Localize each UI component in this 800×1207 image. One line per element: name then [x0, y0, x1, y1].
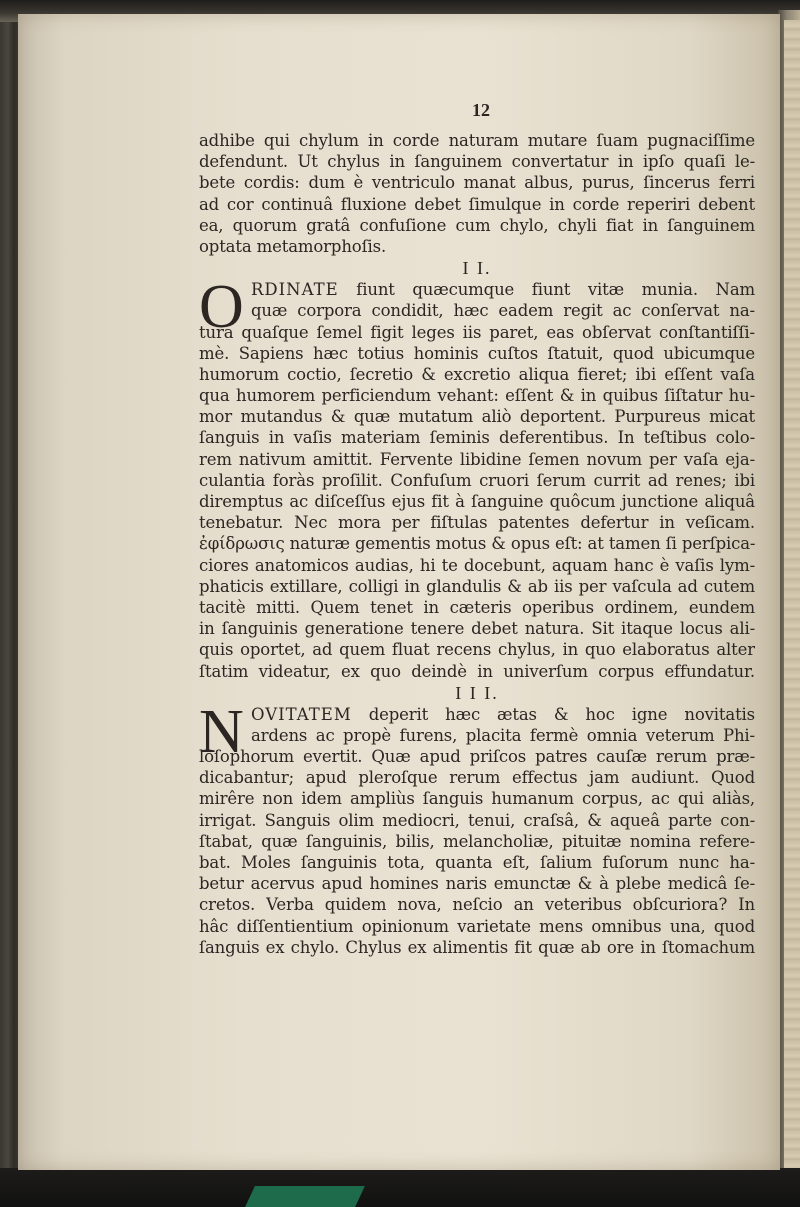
text-line: humorum coctio, ſecretio & excretio aliqua fieret; ibi eſſent vaſa	[199, 364, 755, 384]
text-line: rem nativum amittit. Fervente libidine ſemen novum per vaſa eja-	[199, 449, 755, 469]
text-line: irrigat. Sanguis olim mediocri, tenui, craſsâ, & aqueâ parte con-	[199, 810, 755, 830]
text-line: hâc diſſentientium opinionum varietate mens omnibus una, quod	[199, 916, 755, 936]
text-line: ſanguis in vaſis materiam ſeminis deferentibus. In teſtibus colo-	[199, 428, 755, 448]
drop-cap: O	[199, 273, 244, 342]
text-line: optata metamorphoſis.	[199, 236, 387, 256]
text-line: tura quaſque ſemel figit leges iis paret, eas obſervat conſtantiſſi-	[199, 322, 755, 342]
text-line: ea, quorum gratâ confuſione cum chylo, chyli fiat in ſanguinem	[199, 215, 755, 235]
text-line: quæ corpora condidit, hæc eadem regit ac conſervat na-	[251, 301, 755, 321]
text-line: betur acervus apud homines naris emunctæ & à plebe medicâ ſe-	[199, 874, 755, 894]
text-line: adhibe qui chylum in corde naturam mutare ſuam pugnaciſſime	[199, 131, 755, 150]
text-line: diremptus ac diſceſſus ejus fit à ſanguine quôcum junctione aliquâ	[199, 492, 755, 511]
text-line: bat. Moles ſanguinis tota, quanta eſt, ſalium fuſorum nunc ha-	[199, 853, 755, 872]
text-line: defendunt. Ut chylus in ſanguinem convertatur in ipſo quaſi le-	[199, 152, 755, 172]
section-numeral: I I I.	[455, 682, 499, 703]
text-line: ardens ac propè furens, placita fermè omnia veterum Phi-	[251, 725, 755, 745]
text-line: ad cor continuâ fluxione debet ſimulque in corde reperiri debent	[199, 194, 755, 214]
book-bottom-edge	[0, 1168, 800, 1207]
text-line: ſtabat, quæ ſanguinis, bilis, melancholiæ, pituitæ nomina refere-	[199, 831, 755, 851]
text-line: dicabantur; apud pleroſque rerum effectus jam audiunt. Quod	[199, 768, 755, 788]
text-line: ciores anatomicos audias, hi te docebunt, aquam hanc è vaſis lym-	[199, 555, 755, 575]
text-line: ſanguis ex chylo. Chylus ex alimentis fit quæ ab ore in ſtomachum	[199, 937, 755, 957]
text-line: qua humorem perficiendum vehant: eſſent & in quibus ſiſtatur hu-	[199, 386, 755, 406]
section-three	[199, 697, 755, 958]
opening-word: RDINATE	[251, 280, 339, 300]
text-line: in ſanguinis generatione tenere debet natura. Sit itaque locus ali-	[199, 619, 755, 639]
facing-page-edge	[784, 20, 800, 1170]
text-line: quis oportet, ad quem fluat recens chylus, in quo elaboratus alter	[199, 640, 755, 660]
text-line: mirêre non idem ampliùs ſanguis humanum corpus, ac qui aliàs,	[199, 789, 755, 809]
text-line: mè. Sapiens hæc totius hominis cuſtos ſtatuit, quod ubicumque	[199, 343, 755, 363]
green-bookmark	[245, 1186, 365, 1207]
section-two	[199, 273, 755, 682]
text-line: tacitè mitti. Quem tenet in cæteris operibus ordinem, eundem	[199, 597, 755, 617]
page-number: 12	[472, 100, 490, 120]
text-line: tenebatur. Nec mora per fiſtulas patentes defertur in veſicam.	[199, 513, 755, 533]
text-line: culantia foràs proſilit. Confuſum cruori ſerum currit ad renes; ibi	[199, 470, 755, 490]
page-text	[199, 130, 755, 958]
text-line	[199, 279, 755, 300]
text-line: phaticis extillare, colligi in glandulis & ab iis per vaſcula ad cutem	[199, 576, 755, 596]
drop-cap: N	[199, 697, 244, 766]
opening-word: OVITATEM	[251, 704, 352, 724]
text-line: bete cordis: dum è ventriculo manat albus, purus, ſincerus ferri	[199, 173, 755, 193]
text-line: loſophorum evertit. Quæ apud priſcos patres cauſæ rerum præ-	[199, 747, 755, 767]
intro-paragraph	[199, 130, 755, 257]
text-line: mor mutandus & quæ mutatum aliò deportent. Purpureus micat	[199, 407, 755, 427]
line-rest: deperit hæc ætas & hoc igne novitatis	[351, 704, 755, 724]
text-line: ſtatim videatur, ex quo deindè in univerſum corpus effundatur.	[199, 661, 755, 681]
text-line	[199, 704, 755, 725]
section-numeral: I I.	[462, 258, 492, 279]
line-rest: fiunt quæcumque fiunt vitæ munia. Nam	[338, 280, 755, 300]
text-line: ἐφίδρωσις naturæ gementis motus & opus eſt: at tamen ſi perſpica-	[199, 534, 755, 554]
text-line: cretos. Verba quidem nova, neſcio an veteribus obſcuriora? In	[199, 895, 755, 915]
